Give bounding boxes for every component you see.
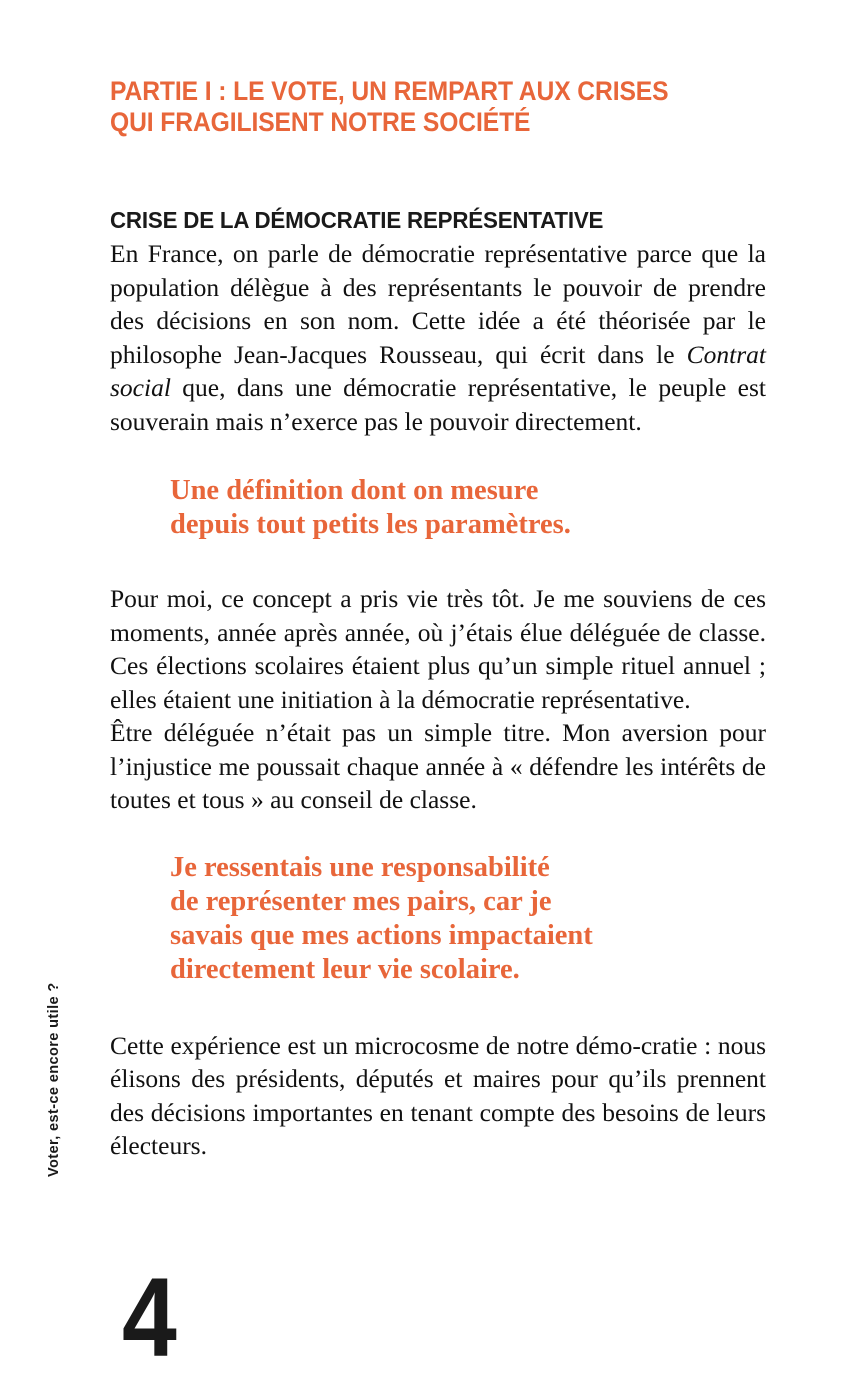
part-title-line-1: PARTIE I : LE VOTE, UN REMPART AUX CRISES bbox=[110, 76, 669, 106]
pull-quote-1-line-2: depuis tout petits les paramètres. bbox=[170, 509, 571, 540]
paragraph-1 bbox=[110, 237, 766, 438]
paragraph-2: Pour moi, ce concept a pris vie très tôt. Je me souviens de ces moments, année après année, où j’étais élue déléguée de classe. Ces élections scolaires étaient plus qu’un simple rituel annuel ; elles étaient une initiation à la démocratie représentative. bbox=[110, 584, 766, 714]
pull-quote-1 bbox=[110, 474, 766, 542]
paragraph-4: Cette expérience est un microcosme de notre démo-cratie : nous élisons des présidents, députés et maires pour qu’ils prennent des décisions importantes en tenant compte des besoins de leurs électeurs. bbox=[110, 1030, 766, 1160]
spacer bbox=[110, 438, 766, 474]
pull-quote-2-line-2: de représenter mes pairs, car je bbox=[170, 885, 552, 917]
paragraph-3: Être déléguée n’était pas un simple titre. Mon aversion pour l’injustice me poussait chaque année à « défendre les intérêts de toutes et tous » au conseil de classe. bbox=[110, 718, 766, 814]
content-column bbox=[110, 206, 766, 1163]
pull-quote-1-line-1: Une définition dont on mesure bbox=[170, 475, 539, 506]
section-heading: CRISE DE LA DÉMOCRATIE REPRÉSENTATIVE bbox=[110, 207, 604, 233]
part-title bbox=[110, 76, 742, 138]
spacer bbox=[110, 542, 766, 582]
running-head bbox=[0, 0, 110, 1317]
spacer bbox=[110, 817, 766, 851]
pull-quote-2-line-3: savais que mes actions impactaient bbox=[170, 919, 593, 951]
spacer bbox=[110, 987, 766, 1029]
pull-quote-2-line-4: directement leur vie scolaire. bbox=[170, 953, 520, 985]
page-number: 4 bbox=[122, 1255, 176, 1380]
pull-quote-2 bbox=[110, 851, 766, 987]
book-title-contrat-social: Contrat social bbox=[110, 339, 766, 402]
part-title-line-2: QUI FRAGILISENT NOTRE SOCIÉTÉ bbox=[110, 107, 531, 137]
paragraph-1-part-2: que, dans une démocratie représentative, le peuple est souverain mais n’exerce pas le pouvoir directement. bbox=[110, 373, 766, 436]
paragraph-1-part-1: En France, on parle de démocratie représentative parce que la population délègue à des représentants le pouvoir de prendre des décisions en son nom. Cette idée a été théorisée par le philosophe Jean-Jacques Rousseau, qui écrit dans le bbox=[110, 239, 766, 369]
pull-quote-2-line-1: Je ressentais une responsabilité bbox=[170, 851, 550, 883]
running-head-label: Voter, est-ce encore utile ? bbox=[46, 982, 62, 1177]
